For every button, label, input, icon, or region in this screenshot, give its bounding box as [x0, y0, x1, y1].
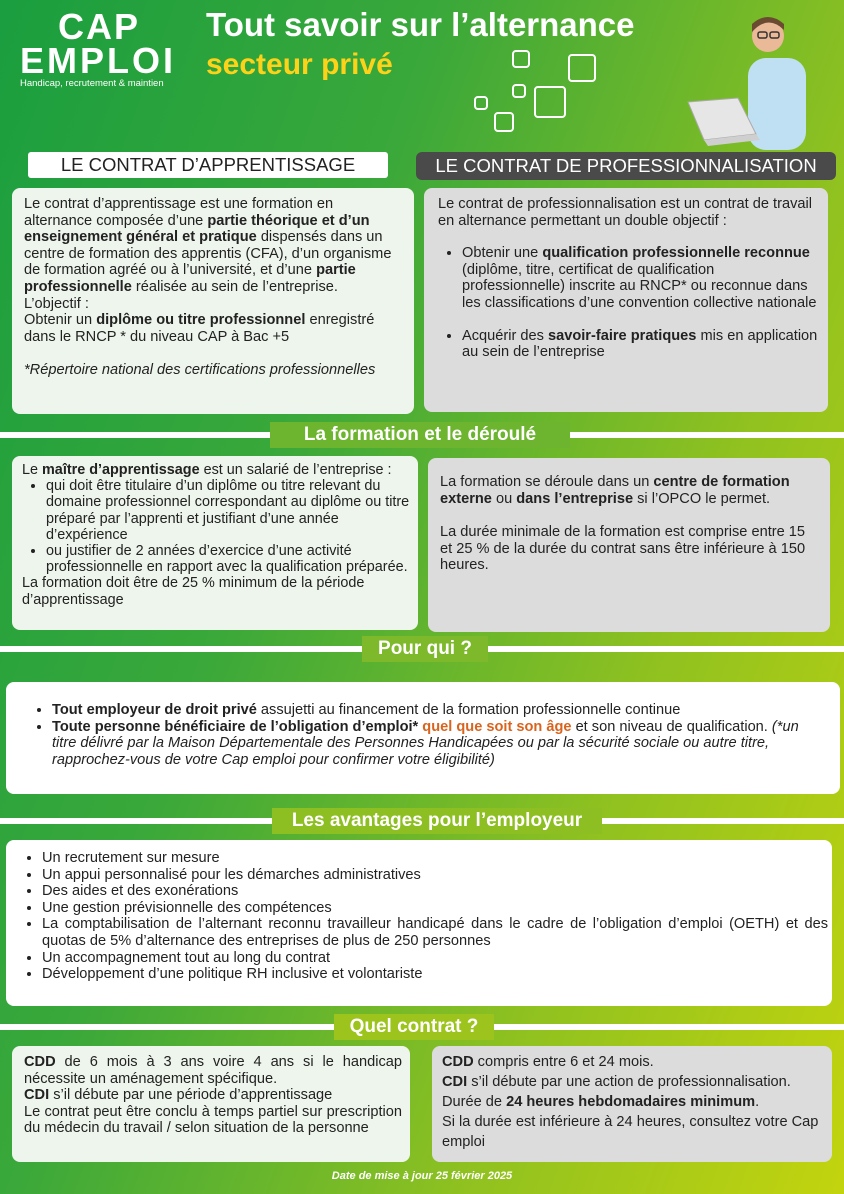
professionnalisation-intro: Le contrat de professionnalisation est un contrat de travail en alternance permettant un double objectif : — [438, 196, 812, 229]
list-item: • ou justifier de 2 années d’exercice d’une activité professionnelle en rapport avec la qualification préparée. — [46, 543, 410, 575]
professionnalisation-heading: LE CONTRAT DE PROFESSIONNALISATION — [416, 152, 836, 180]
avantages-list — [18, 850, 828, 983]
pour-qui-box — [6, 682, 840, 794]
apprentissage-box — [12, 188, 414, 414]
professionnalisation-box — [424, 188, 828, 412]
contrat-cdd: CDD de 6 mois à 3 ans voire 4 ans si le handicap nécessite un aménagement spécifique. — [24, 1054, 402, 1087]
update-date: Date de mise à jour 25 février 2025 — [331, 1170, 513, 1182]
contrat-duree: Durée de 24 heures hebdomadaires minimum. — [442, 1094, 760, 1110]
contrat-apprentissage-box — [12, 1046, 410, 1162]
list-item: • Un accompagnement tout au long du contrat — [42, 950, 828, 967]
formation-lieu: La formation se déroule dans un centre de formation externe ou dans l’entreprise si l’OPCO le permet. — [440, 474, 790, 507]
person-with-laptop-icon — [686, 10, 816, 150]
rncp-note: *Répertoire national des certifications professionnelles — [24, 362, 376, 379]
logo-cap: CAP — [58, 6, 141, 47]
formation-duree: La durée minimale de la formation est comprise entre 15 et 25 % de la durée du contrat sans être inférieure à 150 heures. — [440, 524, 806, 574]
list-item: • Développement d’une politique RH inclusive et volontariste — [42, 966, 828, 983]
list-item: • qui doit être titulaire d’un diplôme ou titre relevant du domaine professionnel correspondant au diplôme ou titre préparé par l’apprenti et justifiant d’une année d’expérience — [46, 478, 410, 543]
objectif-label: L’objectif : — [24, 295, 89, 312]
list-item: • Acquérir des savoir-faire pratiques mis en application au sein de l’entreprise — [462, 328, 818, 361]
contrat-cdi: CDI s’il débute par une période d’apprentissage — [24, 1087, 333, 1104]
list-item: • Obtenir une qualification professionnelle reconnue (diplôme, titre, certificat de qualification professionnelle) inscrite au RNCP* ou reconnue dans les classifications d’une convention collective nationale — [462, 245, 818, 311]
pour-qui-list — [26, 702, 826, 768]
list-item: • Une gestion prévisionnelle des compétences — [42, 900, 828, 917]
contrat-cdd: CDD compris entre 6 et 24 mois. — [442, 1054, 654, 1070]
maitre-conditions-list — [22, 478, 410, 575]
avantages-box — [6, 840, 832, 1006]
page-subtitle: secteur privé — [206, 48, 393, 81]
page-title: Tout savoir sur l’alternance — [206, 6, 635, 43]
contrat-temps-partiel: Si la durée est inférieure à 24 heures, consultez votre Cap emploi — [442, 1114, 819, 1150]
contrat-temps-partiel: Le contrat peut être conclu à temps partiel sur prescription du médecin du travail / selon situation de la personne — [24, 1103, 402, 1137]
pour-qui-heading: Pour qui ? — [362, 636, 488, 662]
list-item: • Tout employeur de droit privé assujetti au financement de la formation professionnelle continue — [52, 702, 826, 719]
list-item: • Des aides et des exonérations — [42, 883, 828, 900]
formation-minimum: La formation doit être de 25 % minimum de la période d’apprentissage — [22, 575, 365, 608]
professionnalisation-list — [438, 245, 818, 361]
apprentissage-description: Le contrat d’apprentissage est une formation en alternance composée d’une partie théorique et d’un enseignement général et pratique dispensés dans un centre de formation des apprentis (CFA), d’un organisme de formation agréé ou à l’université, et d’une partie professionnelle réalisée au sein de l’entreprise. — [24, 196, 392, 295]
list-item: • Toute personne bénéficiaire de l’obligation d’emploi* quel que soit son âge et son niveau de qualification. (*un titre délivré par la Maison Départementale des Personnes Handicapées ou par la sécurité sociale ou autre titre, rapprochez-vous de votre Cap emploi pour confirmer votre éligibilité) — [52, 719, 826, 769]
logo-tagline: Handicap, recrutement & maintien — [20, 78, 164, 89]
quel-contrat-heading: Quel contrat ? — [334, 1014, 494, 1040]
maitre-apprentissage-box — [12, 456, 418, 630]
formation-heading: La formation et le déroulé — [270, 422, 570, 448]
contrat-cdi: CDI s’il débute par une action de professionnalisation. — [442, 1074, 791, 1090]
avantages-heading: Les avantages pour l’employeur — [272, 808, 602, 834]
logo-emploi: EMPLOI — [20, 40, 177, 81]
apprentissage-heading: LE CONTRAT D’APPRENTISSAGE — [28, 152, 388, 178]
objectif-text: Obtenir un diplôme ou titre professionnel enregistré dans le RNCP * du niveau CAP à Bac +5 — [24, 312, 375, 345]
list-item: • Un recrutement sur mesure — [42, 850, 828, 867]
contrat-professionnalisation-box — [432, 1046, 832, 1162]
maitre-intro: Le maître d’apprentissage est un salarié de l’entreprise : — [22, 462, 392, 478]
list-item: • Un appui personnalisé pour les démarches administratives — [42, 867, 828, 884]
list-item: • La comptabilisation de l’alternant reconnu travailleur handicapé dans le cadre de l’obligation d’emploi (OETH) et des quotas de 5% d’alternance des entreprises de plus de 250 personnes — [42, 916, 828, 949]
formation-deroulement-box — [428, 458, 830, 632]
